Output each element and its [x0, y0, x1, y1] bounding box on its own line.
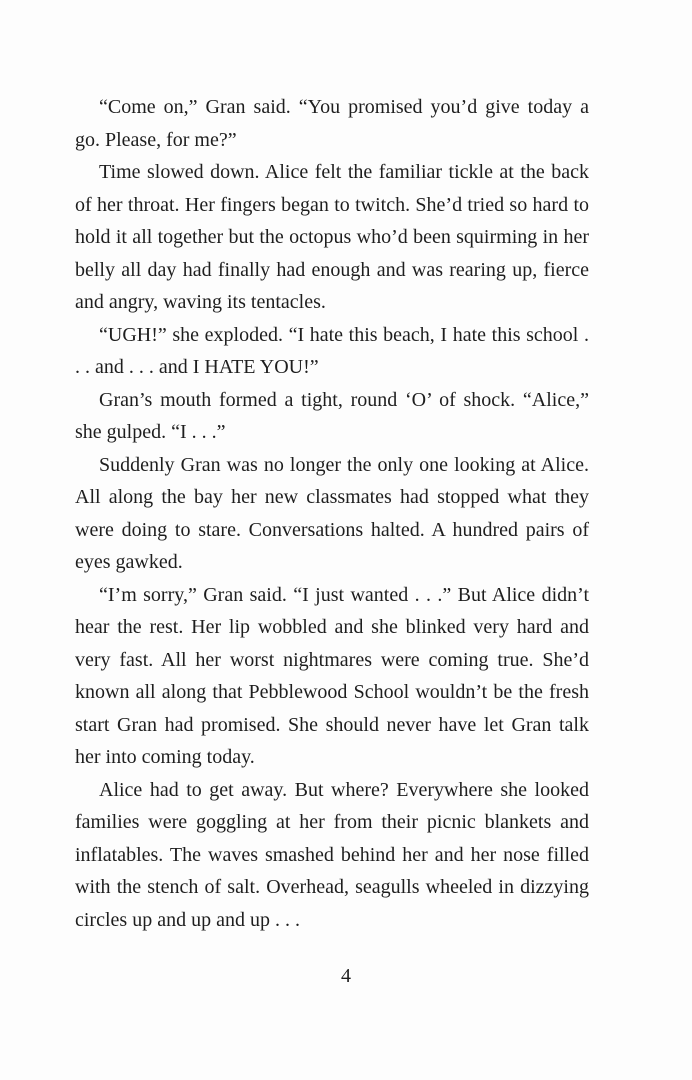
page-number: 4: [341, 965, 351, 987]
paragraph: “Come on,” Gran said. “You promised you’d give today a go. Please, for me?”: [75, 96, 589, 151]
paragraph: Time slowed down. Alice felt the familiar tickle at the back of her throat. Her fingers began to twitch. She’d tried so hard to hold it all together but the octopus who’d been squirming in her belly all day had finally had enough and was rearing up, fierce and angry, waving its tentacles.: [75, 161, 589, 313]
paragraph: Gran’s mouth formed a tight, round ‘O’ of shock. “Alice,” she gulped. “I . . .”: [75, 388, 589, 443]
paragraph: “I’m sorry,” Gran said. “I just wanted . . .” But Alice didn’t hear the rest. Her lip wobbled and she blinked very hard and very fast. All her worst nightmares were coming true. She’d known all along that Pebblewood School wouldn’t be the fresh start Gran had promised. She should never have let Gran talk her into coming today.: [75, 583, 589, 768]
paragraph: Suddenly Gran was no longer the only one looking at Alice. All along the bay her new classmates had stopped what they were doing to stare. Conversations halted. A hundred pairs of eyes gawked.: [75, 453, 589, 573]
paragraph: “UGH!” she exploded. “I hate this beach, I hate this school . . . and . . . and I HATE YOU!”: [75, 323, 589, 378]
paragraph: Alice had to get away. But where? Everywhere she looked families were goggling at her from their picnic blankets and inflatables. The waves smashed behind her and her nose filled with the stench of salt. Overhead, seagulls wheeled in dizzying circles up and up and up . . .: [75, 778, 589, 931]
body-text: [75, 91, 589, 936]
